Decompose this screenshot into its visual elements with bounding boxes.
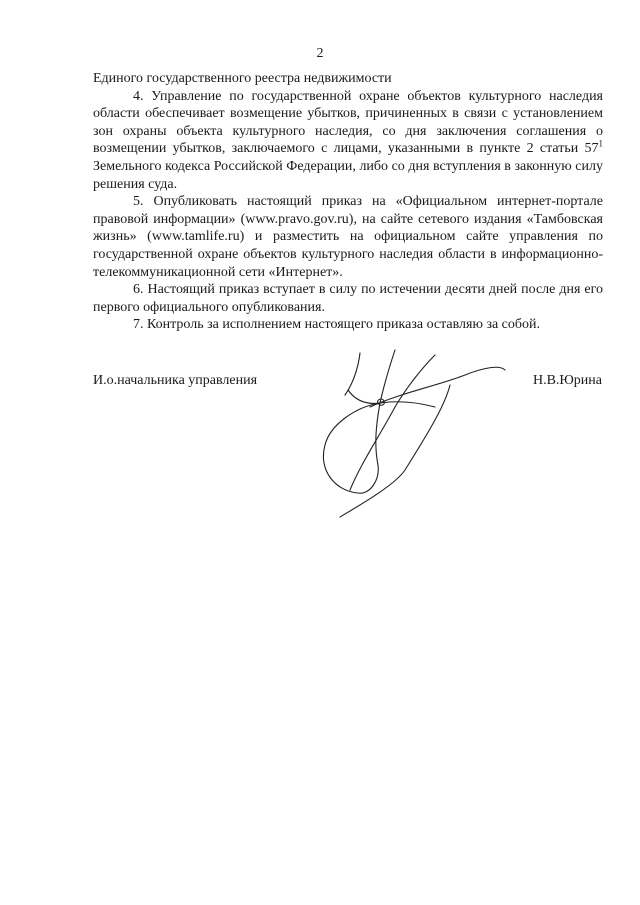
paragraph-4-text: 4. Управление по государственной охране объектов культурного наследия области обеспечивает возмещение убытков, причиненных в связи с установлением зон охраны объекта культурного наследия, со дня заключения соглашения о возмещении убытков, заключаемого с лицами, указанными в пункте 2 статьи 57 bbox=[93, 88, 603, 157]
handwritten-signature-icon bbox=[300, 345, 550, 525]
document-body bbox=[93, 70, 603, 334]
paragraph-4-text-end: Земельного кодекса Российской Федерации, либо со дня вступления в законную силу решения суда. bbox=[93, 158, 603, 192]
paragraph-7: 7. Контроль за исполнением настоящего приказа оставляю за собой. bbox=[133, 317, 541, 333]
paragraph-6: 6. Настоящий приказ вступает в силу по истечении десяти дней после дня его первого официального опубликования. bbox=[93, 282, 603, 315]
paragraph-4-superscript: 1 bbox=[598, 138, 603, 149]
signer-title: И.о.начальника управления bbox=[93, 373, 258, 388]
paragraph-5: 5. Опубликовать настоящий приказ на «Официальном интернет-портале правовой информации» (www.pravo.gov.ru), на сайте сетевого издания «Тамбовская жизнь» (www.tamlife.ru) и разместить на официальном сайте управления по государственной охране объектов культурного наследия области в информационно-телекоммуникационной сети «Интернет». bbox=[93, 194, 603, 280]
signer-name: Н.В.Юрина bbox=[532, 373, 602, 388]
page-number: 2 bbox=[316, 46, 324, 61]
paragraph-4 bbox=[93, 88, 603, 194]
continuation-line: Единого государственного реестра недвижимости bbox=[93, 71, 392, 86]
